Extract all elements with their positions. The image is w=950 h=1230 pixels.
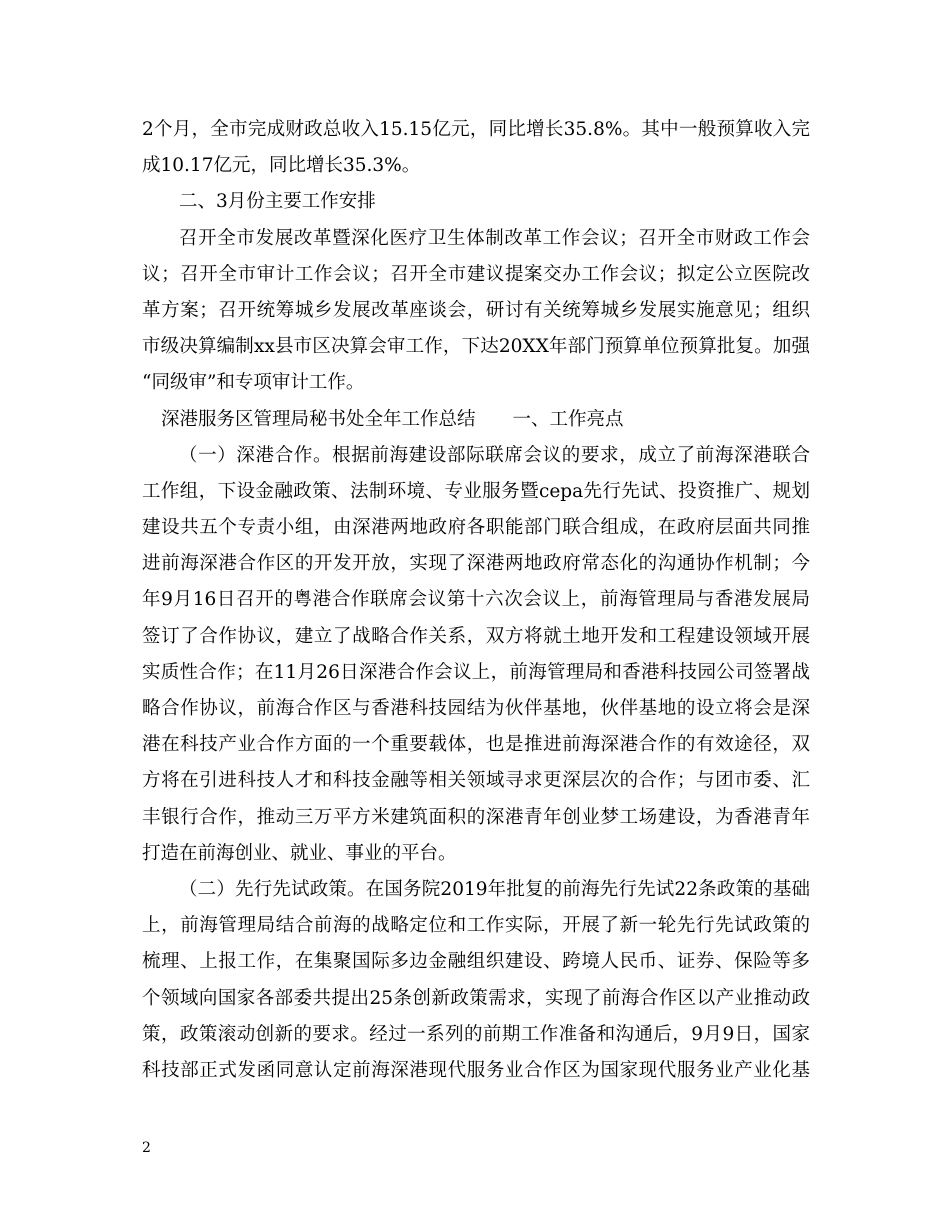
section-heading: 二、3月份主要工作安排 [179,191,376,213]
page-number: 2 [142,1140,151,1156]
text-line: 革方案；召开统筹城乡发展改革座谈会，研讨有关统筹城乡发展实施意见；组织 [142,299,810,321]
document-body [142,112,810,1089]
text-line: “同级审”和专项审计工作。 [142,372,365,394]
text-line: 梳理、上报工作，在集聚国际多边金融组织建设、跨境人民币、证券、保险等多 [142,951,810,973]
text-line: 建设共五个专责小组，由深港两地政府各职能部门联合组成，在政府层面共同推 [142,517,810,539]
text-line: 方将在引进科技人才和科技金融等相关领域寻求更深层次的合作；与团市委、汇 [142,770,810,792]
text-line: 丰银行合作，推动三万平方米建筑面积的深港青年创业梦工场建设，为香港青年 [142,806,810,828]
text-line: 实质性合作；在11月26日深港合作会议上，前海管理局和香港科技园公司签署战 [142,661,810,683]
text-line: 略合作协议，前海合作区与香港科技园结为伙伴基地，伙伴基地的设立将会是深 [142,698,810,719]
text-line: 召开全市发展改革暨深化医疗卫生体制改革工作会议；召开全市财政工作会 [179,227,810,249]
text-line: 议；召开全市审计工作会议；召开全市建议提案交办工作会议；拟定公立医院改 [142,263,810,285]
text-line: （一）深港合作。根据前海建设部际联席会议的要求，成立了前海深港联合 [179,444,810,466]
text-line: （二）先行先试政策。在国务院2019年批复的前海先行先试22条政策的基础 [179,878,810,900]
text-line: 签订了合作协议，建立了战略合作关系，双方将就土地开发和工程建设领域开展 [142,625,810,647]
text-line: 进前海深港合作区的开发开放，实现了深港两地政府常态化的沟通协作机制；今 [142,553,810,575]
text-line: 个领域向国家各部委共提出25条创新政策需求，实现了前海合作区以产业推动政 [142,987,810,1009]
text-line: 工作组，下设金融政策、法制环境、专业服务暨cepa先行先试、投资推广、规划 [142,480,810,502]
text-line: 市级决算编制xx县市区决算会审工作，下达20XX年部门预算单位预算批复。加强 [142,336,810,358]
text-line: 打造在前海创业、就业、事业的平台。 [142,842,457,864]
text-line: 上，前海管理局结合前海的战略定位和工作实际，开展了新一轮先行先试政策的 [142,915,810,937]
text-line: 策，政策滚动创新的要求。经过一系列的前期工作准备和沟通后，9月9日，国家 [142,1023,810,1045]
text-line: 成10.17亿元，同比增长35.3%。 [142,155,421,177]
text-line: 科技部正式发函同意认定前海深港现代服务业合作区为国家现代服务业产业化基 [142,1059,810,1081]
text-line: 年9月16日召开的粤港合作联席会议第十六次会议上，前海管理局与香港发展局 [142,589,810,611]
text-line: 港在科技产业合作方面的一个重要载体，也是推进前海深港合作的有效途径，双 [142,734,810,756]
document-title: 深港服务区管理局秘书处全年工作总结 一、工作亮点 [161,408,624,430]
text-line: 2个月，全市完成财政总收入15.15亿元，同比增长35.8%。其中一般预算收入完 [142,119,810,140]
